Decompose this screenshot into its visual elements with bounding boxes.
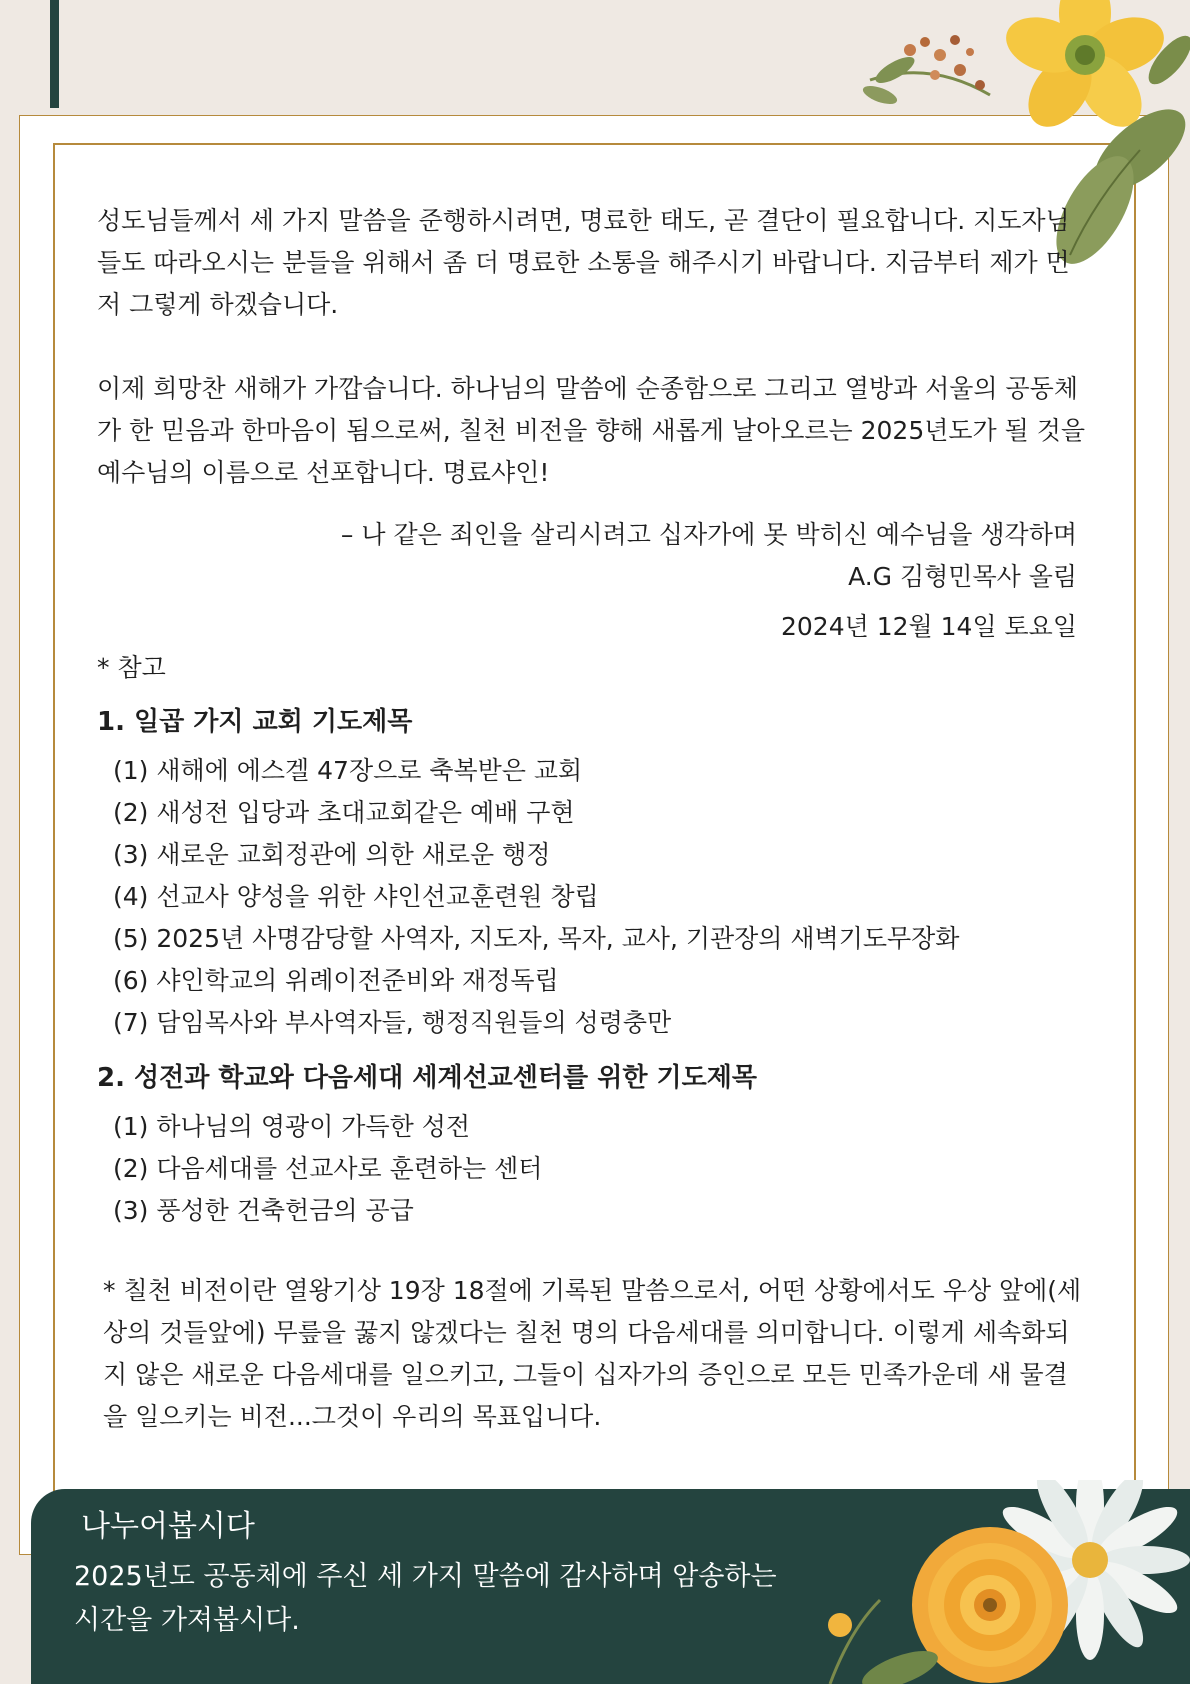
list-item: (1) 새해에 에스겔 47장으로 축복받은 교회 — [113, 756, 583, 785]
footer-text: 2025년도 공동체에 주신 세 가지 말씀에 감사하며 암송하는 시간을 가져봅시다. — [74, 1561, 777, 1636]
list-item: (6) 샤인학교의 위례이전준비와 재정독립 — [113, 966, 559, 995]
section-1-list — [97, 750, 1087, 1044]
list-item: (7) 담임목사와 부사역자들, 행정직원들의 성령충만 — [113, 1008, 672, 1037]
list-item: (2) 다음세대를 선교사로 훈련하는 센터 — [113, 1154, 543, 1183]
signature-author: A.G 김형민목사 올림 — [848, 562, 1077, 591]
signature-dedication: – 나 같은 죄인을 살리시려고 십자가에 못 박히신 예수님을 생각하며 — [340, 520, 1077, 549]
section-2-title: 2. 성전과 학교와 다음세대 세계선교센터를 위한 기도제목 — [97, 1063, 757, 1093]
list-item: (5) 2025년 사명감당할 사역자, 지도자, 목자, 교사, 기관장의 새벽기도무장화 — [113, 924, 960, 953]
list-item: (3) 풍성한 건축헌금의 공급 — [113, 1196, 414, 1225]
footer-title: 나누어봅시다 — [81, 1509, 255, 1544]
letter-paragraph-1: 성도님들께서 세 가지 말씀을 준행하시려면, 명료한 태도, 곧 결단이 필요합니다. 지도자님들도 따라오시는 분들을 위해서 좀 더 명료한 소통을 해주시기 바랍니다. 지금부터 제가 먼저 그렇게 하겠습니다. — [97, 206, 1070, 319]
letter-paragraph-2: 이제 희망찬 새해가 가깝습니다. 하나님의 말씀에 순종함으로 그리고 열방과 서울의 공동체가 한 믿음과 한마음이 됨으로써, 칠천 비전을 향해 새롭게 날아오르는 2025년도가 될 것을 예수님의 이름으로 선포합니다. 명료샤인! — [97, 374, 1086, 487]
list-item: (3) 새로운 교회정관에 의한 새로운 행정 — [113, 840, 551, 869]
note-label: * 참고 — [97, 653, 166, 682]
top-accent-bar — [50, 0, 59, 108]
letter-content — [97, 200, 1087, 1463]
footnote: * 칠천 비전이란 열왕기상 19장 18절에 기록된 말씀으로서, 어떤 상황에서도 우상 앞에(세상의 것들앞에) 무릎을 꿇지 않겠다는 칠천 명의 다음세대를 의미합니다. 이렇게 세속화되지 않은 새로운 다음세대를 일으키고, 그들이 십자가의 증인으로 모든 민족가운데 새 물결을 일으키는 비전...그것이 우리의 목표입니다. — [103, 1276, 1082, 1431]
list-item: (4) 선교사 양성을 위한 샤인선교훈련원 창립 — [113, 882, 599, 911]
list-item: (1) 하나님의 영광이 가득한 성전 — [113, 1112, 471, 1141]
flower-bottom-right-decoration — [820, 1480, 1190, 1684]
section-1-title: 1. 일곱 가지 교회 기도제목 — [97, 707, 413, 737]
section-2-list — [97, 1106, 1087, 1232]
list-item: (2) 새성전 입당과 초대교회같은 예배 구현 — [113, 798, 575, 827]
letter-date: 2024년 12월 14일 토요일 — [781, 612, 1077, 641]
